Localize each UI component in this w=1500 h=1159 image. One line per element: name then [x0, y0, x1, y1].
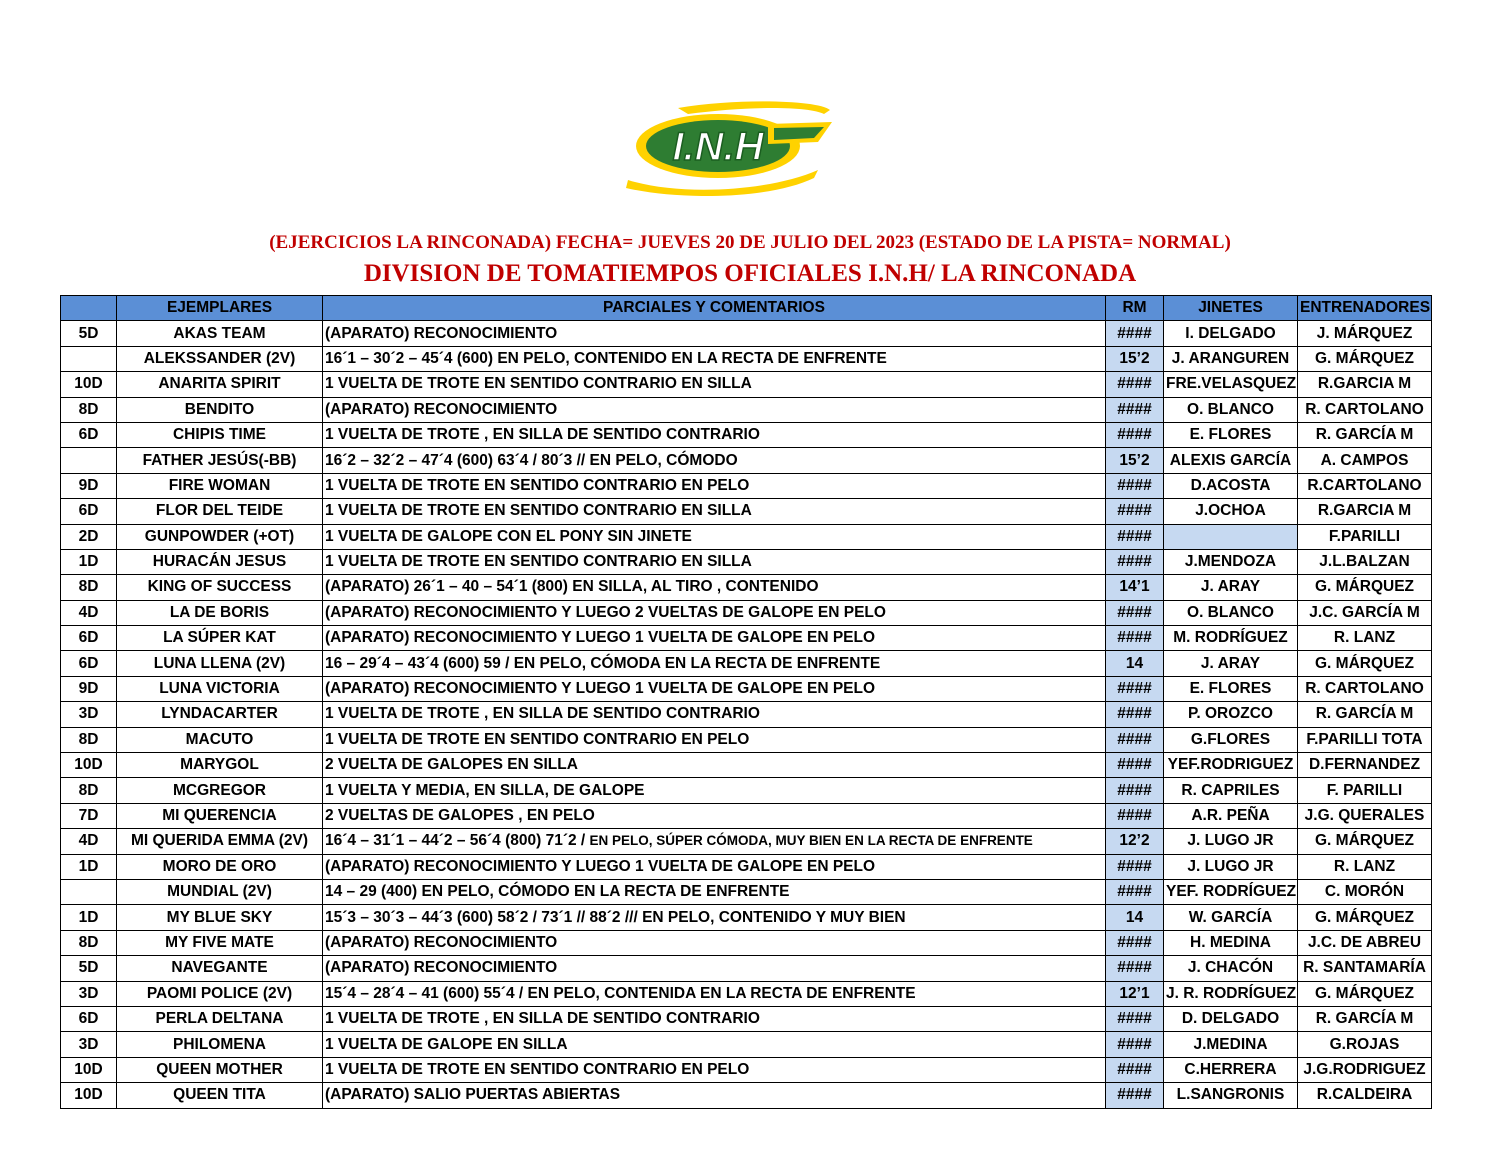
- distance-cell: 3D: [61, 1032, 117, 1057]
- horse-name-cell: FLOR DEL TEIDE: [117, 499, 323, 524]
- table-row: [61, 499, 1432, 524]
- comment-tail: EN PELO, SÚPER CÓMODA, MUY BIEN EN LA RECTA DE ENFRENTE: [589, 833, 1033, 849]
- trainer-cell: G. MÁRQUEZ: [1298, 981, 1432, 1006]
- horse-name-cell: HURACÁN JESUS: [117, 549, 323, 574]
- jockey-cell: FRE.VELASQUEZ: [1164, 372, 1298, 397]
- comment-cell: 2 VUELTA DE GALOPES EN SILLA: [323, 753, 1106, 778]
- comment-cell: (APARATO) SALIO PUERTAS ABIERTAS: [323, 1083, 1106, 1108]
- table-row: [61, 727, 1432, 752]
- table-row: [61, 753, 1432, 778]
- comment-cell: 16´2 – 32´2 – 47´4 (600) 63´4 / 80´3 // EN PELO, CÓMODO: [323, 448, 1106, 473]
- table-row: [61, 1083, 1432, 1108]
- trainer-cell: R. SANTAMARÍA: [1298, 956, 1432, 981]
- horse-name-cell: QUEEN MOTHER: [117, 1057, 323, 1082]
- jockey-cell: YEF.RODRIGUEZ: [1164, 753, 1298, 778]
- rm-cell: ####: [1106, 930, 1164, 955]
- rm-cell: ####: [1106, 803, 1164, 828]
- rm-cell: ####: [1106, 473, 1164, 498]
- horse-name-cell: GUNPOWDER (+OT): [117, 524, 323, 549]
- report-subtitle: (EJERCICIOS LA RINCONADA) FECHA= JUEVES 20 DE JULIO DEL 2023 (ESTADO DE LA PISTA= NORMAL): [269, 232, 1231, 253]
- distance-cell: 4D: [61, 829, 117, 854]
- table-row: [61, 702, 1432, 727]
- trainer-cell: R. CARTOLANO: [1298, 676, 1432, 701]
- trainer-cell: G. MÁRQUEZ: [1298, 905, 1432, 930]
- header-distance: [61, 296, 117, 321]
- trainer-cell: R.CALDEIRA: [1298, 1083, 1432, 1108]
- trainer-cell: C. MORÓN: [1298, 879, 1432, 904]
- comment-cell: (APARATO) RECONOCIMIENTO Y LUEGO 2 VUELTAS DE GALOPE EN PELO: [323, 600, 1106, 625]
- comment-cell: 1 VUELTA DE TROTE EN SENTIDO CONTRARIO EN PELO: [323, 473, 1106, 498]
- distance-cell: 6D: [61, 422, 117, 447]
- jockey-cell: A.R. PEÑA: [1164, 803, 1298, 828]
- comment-cell: (APARATO) RECONOCIMIENTO Y LUEGO 1 VUELTA DE GALOPE EN PELO: [323, 676, 1106, 701]
- distance-cell: 5D: [61, 956, 117, 981]
- table-row: [61, 372, 1432, 397]
- rm-cell: ####: [1106, 1083, 1164, 1108]
- table-row: [61, 879, 1432, 904]
- horse-name-cell: ALEKSSANDER (2V): [117, 346, 323, 371]
- table-row: [61, 651, 1432, 676]
- table-row: [61, 600, 1432, 625]
- horse-name-cell: KING OF SUCCESS: [117, 575, 323, 600]
- trainer-cell: J.C. DE ABREU: [1298, 930, 1432, 955]
- comment-cell: 15´4 – 28´4 – 41 (600) 55´4 / EN PELO, CONTENIDA EN LA RECTA DE ENFRENTE: [323, 981, 1106, 1006]
- jockey-cell: C.HERRERA: [1164, 1057, 1298, 1082]
- rm-cell: 12’2: [1106, 829, 1164, 854]
- comment-cell: 1 VUELTA DE GALOPE EN SILLA: [323, 1032, 1106, 1057]
- jockey-cell: J. ARAY: [1164, 575, 1298, 600]
- horse-name-cell: FATHER JESÚS(-BB): [117, 448, 323, 473]
- trainer-cell: J.C. GARCÍA M: [1298, 600, 1432, 625]
- logo-text: I.N.H: [672, 125, 764, 169]
- distance-cell: 6D: [61, 651, 117, 676]
- trainer-cell: R. LANZ: [1298, 854, 1432, 879]
- table-row: [61, 1032, 1432, 1057]
- header-rm: RM: [1106, 296, 1164, 321]
- horse-name-cell: NAVEGANTE: [117, 956, 323, 981]
- trainer-cell: R. GARCÍA M: [1298, 1006, 1432, 1031]
- horse-name-cell: PHILOMENA: [117, 1032, 323, 1057]
- distance-cell: [61, 346, 117, 371]
- jockey-cell: I. DELGADO: [1164, 321, 1298, 346]
- distance-cell: 6D: [61, 499, 117, 524]
- distance-cell: 10D: [61, 1083, 117, 1108]
- rm-cell: 14: [1106, 905, 1164, 930]
- distance-cell: 8D: [61, 727, 117, 752]
- comment-cell: (APARATO) RECONOCIMIENTO: [323, 321, 1106, 346]
- comment-cell: 1 VUELTA DE GALOPE CON EL PONY SIN JINETE: [323, 524, 1106, 549]
- horse-name-cell: MARYGOL: [117, 753, 323, 778]
- rm-cell: ####: [1106, 702, 1164, 727]
- horse-name-cell: LUNA LLENA (2V): [117, 651, 323, 676]
- header-parciales: PARCIALES Y COMENTARIOS: [323, 296, 1106, 321]
- table-row: [61, 448, 1432, 473]
- horse-name-cell: LYNDACARTER: [117, 702, 323, 727]
- table-row: [61, 473, 1432, 498]
- trainer-cell: A. CAMPOS: [1298, 448, 1432, 473]
- trainer-cell: J. MÁRQUEZ: [1298, 321, 1432, 346]
- rm-cell: ####: [1106, 854, 1164, 879]
- comment-cell: 1 VUELTA DE TROTE EN SENTIDO CONTRARIO EN SILLA: [323, 499, 1106, 524]
- horse-name-cell: MY FIVE MATE: [117, 930, 323, 955]
- comment-cell: 14 – 29 (400) EN PELO, CÓMODO EN LA RECTA DE ENFRENTE: [323, 879, 1106, 904]
- distance-cell: 7D: [61, 803, 117, 828]
- rm-cell: ####: [1106, 1057, 1164, 1082]
- comment-cell: (APARATO) RECONOCIMIENTO: [323, 397, 1106, 422]
- horse-name-cell: MCGREGOR: [117, 778, 323, 803]
- rm-cell: ####: [1106, 372, 1164, 397]
- comment-cell: 16 – 29´4 – 43´4 (600) 59 / EN PELO, CÓMODA EN LA RECTA DE ENFRENTE: [323, 651, 1106, 676]
- comment-cell: (APARATO) RECONOCIMIENTO Y LUEGO 1 VUELTA DE GALOPE EN PELO: [323, 626, 1106, 651]
- trainer-cell: R. GARCÍA M: [1298, 422, 1432, 447]
- comment-cell: 1 VUELTA DE TROTE , EN SILLA DE SENTIDO CONTRARIO: [323, 422, 1106, 447]
- jockey-cell: YEF. RODRÍGUEZ: [1164, 879, 1298, 904]
- horse-name-cell: FIRE WOMAN: [117, 473, 323, 498]
- table-row: [61, 575, 1432, 600]
- jockey-cell: H. MEDINA: [1164, 930, 1298, 955]
- distance-cell: 8D: [61, 778, 117, 803]
- table-row: [61, 981, 1432, 1006]
- distance-cell: 1D: [61, 854, 117, 879]
- horse-name-cell: PERLA DELTANA: [117, 1006, 323, 1031]
- horse-name-cell: AKAS TEAM: [117, 321, 323, 346]
- distance-cell: [61, 448, 117, 473]
- horse-name-cell: MUNDIAL (2V): [117, 879, 323, 904]
- jockey-cell: W. GARCÍA: [1164, 905, 1298, 930]
- distance-cell: 10D: [61, 753, 117, 778]
- trainer-cell: R. LANZ: [1298, 626, 1432, 651]
- horse-name-cell: MI QUERIDA EMMA (2V): [117, 829, 323, 854]
- rm-cell: ####: [1106, 524, 1164, 549]
- jockey-cell: ALEXIS GARCÍA: [1164, 448, 1298, 473]
- distance-cell: 3D: [61, 702, 117, 727]
- horse-name-cell: MY BLUE SKY: [117, 905, 323, 930]
- report-title: DIVISION DE TOMATIEMPOS OFICIALES I.N.H/ LA RINCONADA: [363, 260, 1137, 287]
- distance-cell: 1D: [61, 905, 117, 930]
- horse-name-cell: LA SÚPER KAT: [117, 626, 323, 651]
- table-row: [61, 397, 1432, 422]
- jockey-cell: M. RODRÍGUEZ: [1164, 626, 1298, 651]
- jockey-cell: J. LUGO JR: [1164, 854, 1298, 879]
- horse-name-cell: ANARITA SPIRIT: [117, 372, 323, 397]
- trainer-cell: G. MÁRQUEZ: [1298, 575, 1432, 600]
- comment-cell: 1 VUELTA DE TROTE EN SENTIDO CONTRARIO EN PELO: [323, 1057, 1106, 1082]
- distance-cell: 6D: [61, 626, 117, 651]
- comment-cell: (APARATO) RECONOCIMIENTO: [323, 930, 1106, 955]
- comment-cell: 15´3 – 30´3 – 44´3 (600) 58´2 / 73´1 // 88´2 /// EN PELO, CONTENIDO Y MUY BIEN: [323, 905, 1106, 930]
- distance-cell: 2D: [61, 524, 117, 549]
- trainer-cell: J.L.BALZAN: [1298, 549, 1432, 574]
- rm-cell: ####: [1106, 626, 1164, 651]
- table-row: [61, 854, 1432, 879]
- trainer-cell: R.GARCIA M: [1298, 499, 1432, 524]
- workouts-table: [60, 295, 1432, 1109]
- rm-cell: 15’2: [1106, 346, 1164, 371]
- table-row: [61, 626, 1432, 651]
- table-row: [61, 524, 1432, 549]
- horse-name-cell: MACUTO: [117, 727, 323, 752]
- rm-cell: ####: [1106, 956, 1164, 981]
- rm-cell: ####: [1106, 1006, 1164, 1031]
- rm-cell: ####: [1106, 753, 1164, 778]
- distance-cell: 6D: [61, 1006, 117, 1031]
- rm-cell: ####: [1106, 499, 1164, 524]
- table-row: [61, 905, 1432, 930]
- horse-name-cell: LA DE BORIS: [117, 600, 323, 625]
- distance-cell: 10D: [61, 1057, 117, 1082]
- table-row: [61, 549, 1432, 574]
- rm-cell: ####: [1106, 778, 1164, 803]
- jockey-cell: J.MEDINA: [1164, 1032, 1298, 1057]
- distance-cell: 9D: [61, 473, 117, 498]
- trainer-cell: J.G. QUERALES: [1298, 803, 1432, 828]
- inh-logo: [618, 100, 834, 196]
- jockey-cell: [1164, 524, 1298, 549]
- trainer-cell: G. MÁRQUEZ: [1298, 651, 1432, 676]
- distance-cell: 10D: [61, 372, 117, 397]
- trainer-cell: R. CARTOLANO: [1298, 397, 1432, 422]
- jockey-cell: J. ARANGUREN: [1164, 346, 1298, 371]
- jockey-cell: J.OCHOA: [1164, 499, 1298, 524]
- rm-cell: ####: [1106, 727, 1164, 752]
- table-row: [61, 778, 1432, 803]
- jockey-cell: E. FLORES: [1164, 422, 1298, 447]
- horse-name-cell: MORO DE ORO: [117, 854, 323, 879]
- comment-cell: 16´4 – 31´1 – 44´2 – 56´4 (800) 71´2 / EN PELO, SÚPER CÓMODA, MUY BIEN EN LA RECTA DE ENFRENTE: [323, 829, 1106, 854]
- jockey-cell: E. FLORES: [1164, 676, 1298, 701]
- trainer-cell: F.PARILLI TOTA: [1298, 727, 1432, 752]
- table-row: [61, 422, 1432, 447]
- rm-cell: ####: [1106, 1032, 1164, 1057]
- header-jinetes: JINETES: [1164, 296, 1298, 321]
- jockey-cell: L.SANGRONIS: [1164, 1083, 1298, 1108]
- horse-name-cell: LUNA VICTORIA: [117, 676, 323, 701]
- comment-cell: 16´1 – 30´2 – 45´4 (600) EN PELO, CONTENIDO EN LA RECTA DE ENFRENTE: [323, 346, 1106, 371]
- jockey-cell: R. CAPRILES: [1164, 778, 1298, 803]
- trainer-cell: J.G.RODRIGUEZ: [1298, 1057, 1432, 1082]
- distance-cell: 4D: [61, 600, 117, 625]
- distance-cell: 5D: [61, 321, 117, 346]
- jockey-cell: P. OROZCO: [1164, 702, 1298, 727]
- table-header-row: [61, 296, 1432, 321]
- table-row: [61, 829, 1432, 854]
- trainer-cell: R. GARCÍA M: [1298, 702, 1432, 727]
- trainer-cell: G. MÁRQUEZ: [1298, 346, 1432, 371]
- jockey-cell: J. LUGO JR: [1164, 829, 1298, 854]
- horse-name-cell: MI QUERENCIA: [117, 803, 323, 828]
- comment-cell: (APARATO) RECONOCIMIENTO Y LUEGO 1 VUELTA DE GALOPE EN PELO: [323, 854, 1106, 879]
- jockey-cell: D. DELGADO: [1164, 1006, 1298, 1031]
- rm-cell: 12’1: [1106, 981, 1164, 1006]
- horse-name-cell: PAOMI POLICE (2V): [117, 981, 323, 1006]
- horse-name-cell: BENDITO: [117, 397, 323, 422]
- table-row: [61, 676, 1432, 701]
- trainer-cell: R.GARCIA M: [1298, 372, 1432, 397]
- table-row: [61, 1057, 1432, 1082]
- comment-cell: 1 VUELTA DE TROTE EN SENTIDO CONTRARIO EN SILLA: [323, 372, 1106, 397]
- comment-cell: (APARATO) 26´1 – 40 – 54´1 (800) EN SILLA, AL TIRO , CONTENIDO: [323, 575, 1106, 600]
- header-ejemplares: EJEMPLARES: [117, 296, 323, 321]
- comment-cell: 1 VUELTA Y MEDIA, EN SILLA, DE GALOPE: [323, 778, 1106, 803]
- rm-cell: 14: [1106, 651, 1164, 676]
- jockey-cell: J.MENDOZA: [1164, 549, 1298, 574]
- rm-cell: 15’2: [1106, 448, 1164, 473]
- rm-cell: ####: [1106, 600, 1164, 625]
- table-row: [61, 321, 1432, 346]
- distance-cell: 8D: [61, 397, 117, 422]
- distance-cell: 3D: [61, 981, 117, 1006]
- jockey-cell: O. BLANCO: [1164, 600, 1298, 625]
- distance-cell: 1D: [61, 549, 117, 574]
- trainer-cell: D.FERNANDEZ: [1298, 753, 1432, 778]
- trainer-cell: G. MÁRQUEZ: [1298, 829, 1432, 854]
- jockey-cell: D.ACOSTA: [1164, 473, 1298, 498]
- jockey-cell: J. CHACÓN: [1164, 956, 1298, 981]
- rm-cell: ####: [1106, 676, 1164, 701]
- distance-cell: 8D: [61, 575, 117, 600]
- table-row: [61, 956, 1432, 981]
- horse-name-cell: CHIPIS TIME: [117, 422, 323, 447]
- comment-cell: 1 VUELTA DE TROTE , EN SILLA DE SENTIDO CONTRARIO: [323, 702, 1106, 727]
- jockey-cell: J. ARAY: [1164, 651, 1298, 676]
- horse-name-cell: QUEEN TITA: [117, 1083, 323, 1108]
- comment-cell: 1 VUELTA DE TROTE , EN SILLA DE SENTIDO CONTRARIO: [323, 1006, 1106, 1031]
- jockey-cell: J. R. RODRÍGUEZ: [1164, 981, 1298, 1006]
- table-row: [61, 1006, 1432, 1031]
- header-entrenadores: ENTRENADORES: [1298, 296, 1432, 321]
- distance-cell: 9D: [61, 676, 117, 701]
- table-row: [61, 803, 1432, 828]
- jockey-cell: O. BLANCO: [1164, 397, 1298, 422]
- trainer-cell: G.ROJAS: [1298, 1032, 1432, 1057]
- distance-cell: [61, 879, 117, 904]
- rm-cell: ####: [1106, 422, 1164, 447]
- jockey-cell: G.FLORES: [1164, 727, 1298, 752]
- comment-cell: 2 VUELTAS DE GALOPES , EN PELO: [323, 803, 1106, 828]
- rm-cell: ####: [1106, 397, 1164, 422]
- trainer-cell: F.PARILLI: [1298, 524, 1432, 549]
- distance-cell: 8D: [61, 930, 117, 955]
- trainer-cell: F. PARILLI: [1298, 778, 1432, 803]
- table-row: [61, 346, 1432, 371]
- rm-cell: ####: [1106, 549, 1164, 574]
- rm-cell: 14’1: [1106, 575, 1164, 600]
- trainer-cell: R.CARTOLANO: [1298, 473, 1432, 498]
- comment-cell: 1 VUELTA DE TROTE EN SENTIDO CONTRARIO EN PELO: [323, 727, 1106, 752]
- rm-cell: ####: [1106, 879, 1164, 904]
- comment-cell: (APARATO) RECONOCIMIENTO: [323, 956, 1106, 981]
- table-row: [61, 930, 1432, 955]
- comment-cell: 1 VUELTA DE TROTE EN SENTIDO CONTRARIO EN SILLA: [323, 549, 1106, 574]
- rm-cell: ####: [1106, 321, 1164, 346]
